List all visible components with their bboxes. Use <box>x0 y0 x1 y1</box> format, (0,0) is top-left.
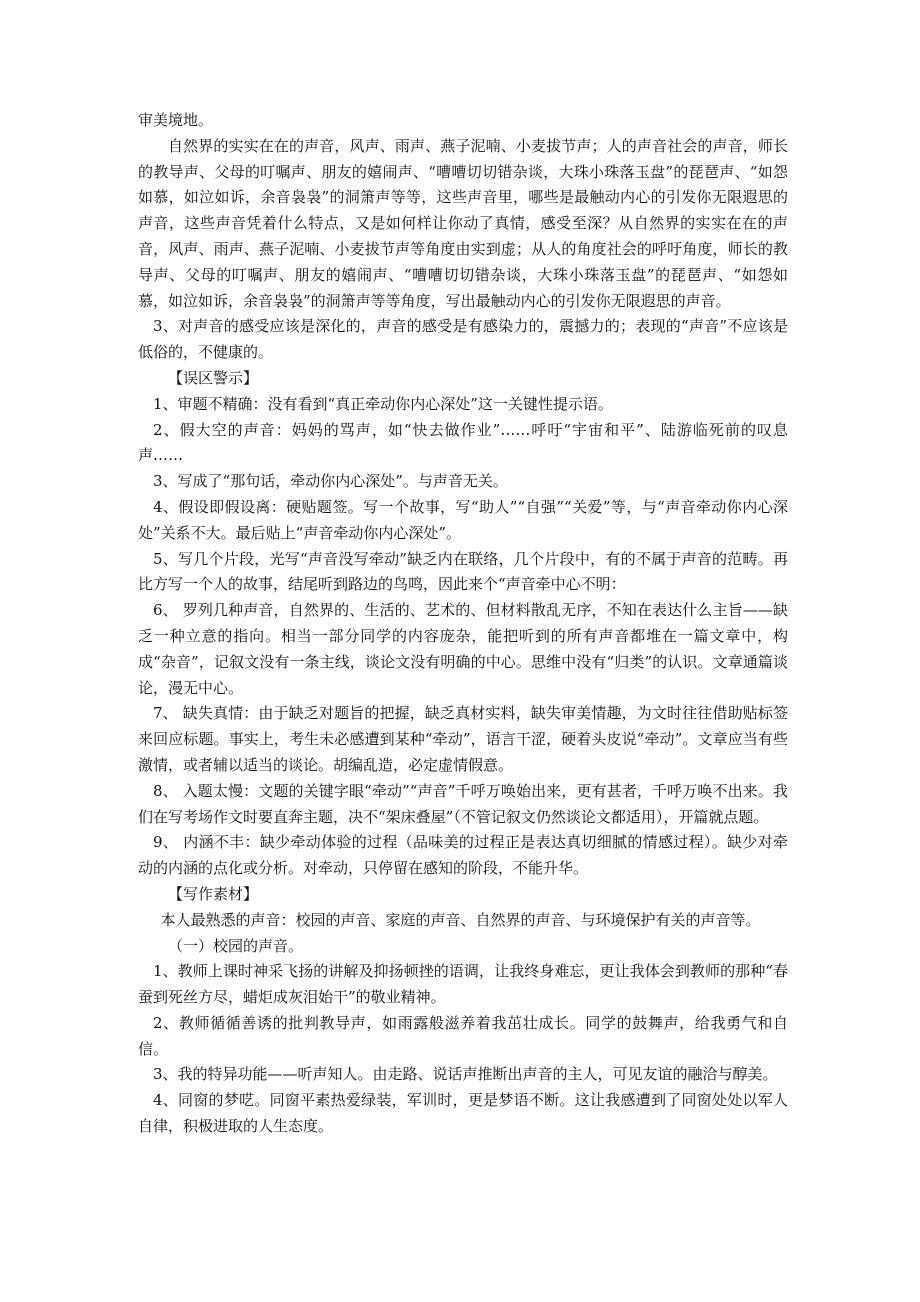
material-item-2: 2、教师循循善诱的批判教导声，如雨露般滋养着我茁壮成长。同学的鼓舞声，给我勇气和自信。 <box>138 1013 788 1058</box>
subheading-campus-sounds: （一）校园的声音。 <box>168 936 304 955</box>
paragraph-closing-fragment: 审美境地。 <box>138 111 214 129</box>
pitfall-item-6: 6、 罗列几种声音，自然界的、生活的、艺术的、但材料散乱无序，不知在表达什么主旨——缺乏一种立意的指向。相当一部分同学的内容庞杂，能把听到的所有声音都堆在一篇文章中，构成“杂音”，记叙文没有一条主线，谈论文没有明确的中心。思维中没有“归类”的认识。文章通篇谈论，漫无中心。 <box>138 601 788 697</box>
pitfall-item-9: 9、 内涵不丰：缺少牵动体验的过程（品味美的过程正是表达真切细腻的情感过程）。缺少对牵动的内涵的点化或分析。对牵动，只停留在感知的阶段，不能升华。 <box>138 833 788 878</box>
pitfall-item-1: 1、审题不精确：没有看到“真正牵动你内心深处”这一关键性提示语。 <box>153 394 613 413</box>
material-item-1: 1、教师上课时神采飞扬的讲解及抑扬顿挫的语调，让我终身难忘，更让我体会到教师的那种“春蚕到死丝方尽，蜡炬成灰泪始干”的敬业精神。 <box>138 962 788 1007</box>
pitfall-item-8: 8、 入题太慢：文题的关键字眼“牵动”“声音”千呼万唤始出来，更有甚者，千呼万唤不出来。我们在写考场作文时要直奔主题，决不“架床叠屋”（不管记叙文仍然谈论文都适用），开篇就点题。 <box>138 781 788 826</box>
paragraph-point-3: 3、对声音的感受应该是深化的，声音的感受是有感染力的，震撼力的；表现的“声音”不应该是低俗的，不健康的。 <box>138 317 788 362</box>
section-heading-pitfalls: 【误区警示】 <box>168 368 259 387</box>
material-item-4: 4、同窗的梦呓。同窗平素热爱绿装，军训时，更是梦语不断。这让我感遭到了同窗处处以军人自律，积极进取的人生态度。 <box>138 1091 788 1136</box>
pitfall-item-7: 7、 缺失真情：由于缺乏对题旨的把握，缺乏真材实料，缺失审美情趣，为文时往往借助贴标签来回应标题。事实上，考生未必感遭到某种“牵动”，语言干涩，硬着头皮说“牵动”。文章应当有些激情，或者辅以适当的谈论。胡编乱造，必定虚情假意。 <box>138 704 788 774</box>
pitfall-item-3: 3、写成了“那句话，牵动你内心深处”。与声音无关。 <box>153 472 508 491</box>
pitfall-item-2: 2、假大空的声音：妈妈的骂声，如“快去做作业”……呼吁“宇宙和平”、陆游临死前的叹息声…… <box>138 420 788 465</box>
document-page <box>138 108 788 1140</box>
pitfall-item-5: 5、写几个片段，光写“声音没写牵动”缺乏内在联络，几个片段中，有的不属于声音的范畴。再比方写一个人的故事，结尾听到路边的鸟鸣，因此来个“声音牵中心不明： <box>138 549 788 594</box>
paragraph-nature-and-social-sounds: 自然界的实实在在的声音，风声、雨声、燕子泥喃、小麦拔节声；人的声音社会的声音，师长的教导声、父母的叮嘱声、朋友的嬉闹声、“嘈嘈切切错杂谈，大珠小珠落玉盘”的琵琶声、“如怨如慕，如泣如诉，余音袅袅”的洞箫声等等，这些声音里，哪些是最触动内心的引发你无限遐思的声音，这些声音凭着什么特点，又是如何样让你动了真情，感受至深？从自然界的实实在在的声音，风声、雨声、燕子泥喃、小麦拔节声等角度由实到虚；从人的角度社会的呼吁角度，师长的教导声、父母的叮嘱声、朋友的嬉闹声、“嘈嘈切切错杂谈，大珠小珠落玉盘”的琵琶声、“如怨如慕，如泣如诉，余音袅袅”的洞箫声等等角度，写出最触动内心的引发你无限遐思的声音。 <box>138 136 788 310</box>
section-heading-materials: 【写作素材】 <box>168 884 259 903</box>
pitfall-item-4: 4、假设即假设离：硬贴题签。写一个故事，写“助人”“自强”“关爱”等，与“声音牵动你内心深处”关系不大。最后贴上“声音牵动你内心深处”。 <box>138 497 788 542</box>
paragraph-familiar-sounds: 本人最熟悉的声音：校园的声音、家庭的声音、自然界的声音、与环境保护有关的声音等。 <box>160 910 761 929</box>
material-item-3: 3、我的特异功能——听声知人。由走路、说话声推断出声音的主人，可见友谊的融洽与醇美。 <box>153 1065 778 1084</box>
